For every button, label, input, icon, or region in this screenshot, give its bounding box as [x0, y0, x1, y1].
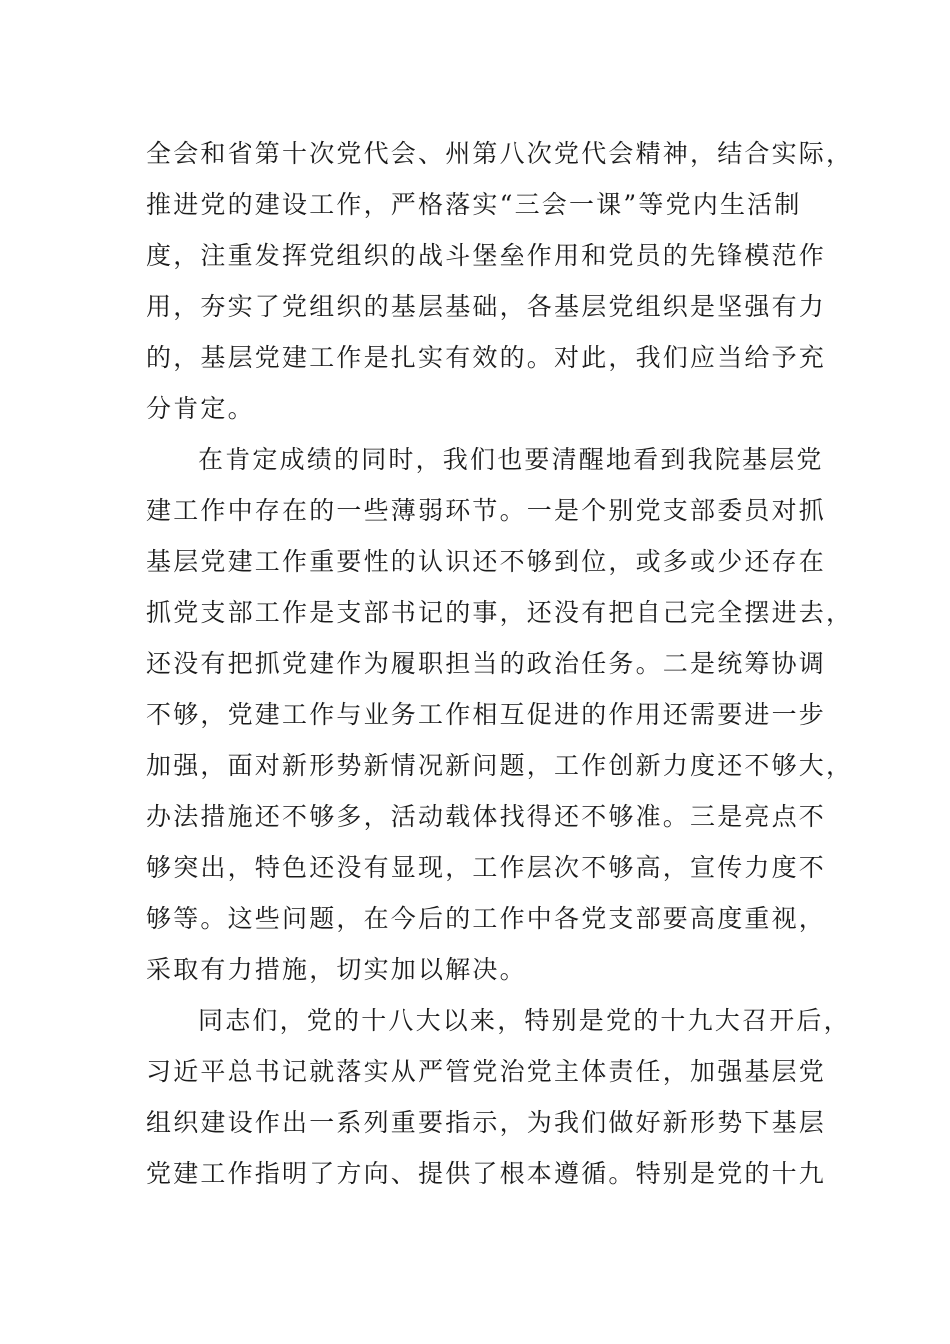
paragraph-2-line-8: 办法措施还不够多，活动载体找得还不够准。三是亮点不: [146, 802, 827, 831]
paragraph-2-line-1: 在肯定成绩的同时，我们也要清醒地看到我院基层党: [198, 445, 824, 474]
paragraph-2-line-5: 还没有把抓党建作为履职担当的政治任务。二是统筹协调: [146, 649, 827, 678]
paragraph-1-line-5: 的，基层党建工作是扎实有效的。对此，我们应当给予充: [146, 343, 827, 372]
paragraph-2-line-6: 不够，党建工作与业务工作相互促进的作用还需要进一步: [146, 700, 827, 729]
paragraph-2-line-11: 采取有力措施，切实加以解决。: [146, 955, 527, 984]
paragraph-3-line-2: 习近平总书记就落实从严管党治党主体责任，加强基层党: [146, 1057, 827, 1086]
paragraph-3-line-1: 同志们，党的十八大以来，特别是党的十九大召开后，: [198, 1006, 851, 1035]
paragraph-1-line-4: 用，夯实了党组织的基层基础，各基层党组织是坚强有力: [146, 292, 827, 321]
paragraph-2-line-7: 加强，面对新形势新情况新问题，工作创新力度还不够大，: [146, 751, 854, 780]
paragraph-1-line-2: 推进党的建设工作，严格落实“三会一课”等党内生活制: [146, 190, 802, 219]
paragraph-2-line-10: 够等。这些问题，在今后的工作中各党支部要高度重视，: [146, 904, 827, 933]
paragraph-3-line-4: 党建工作指明了方向、提供了根本遵循。特别是党的十九: [146, 1159, 827, 1188]
paragraph-2-line-4: 抓党支部工作是支部书记的事，还没有把自己完全摆进去，: [146, 598, 854, 627]
paragraph-2-line-9: 够突出，特色还没有显现，工作层次不够高，宣传力度不: [146, 853, 827, 882]
paragraph-1-line-1: 全会和省第十次党代会、州第八次党代会精神，结合实际，: [146, 139, 854, 168]
paragraph-3-line-3: 组织建设作出一系列重要指示，为我们做好新形势下基层: [146, 1108, 827, 1137]
paragraph-1-line-3: 度，注重发挥党组织的战斗堡垒作用和党员的先锋模范作: [146, 241, 827, 270]
paragraph-2-line-3: 基层党建工作重要性的认识还不够到位，或多或少还存在: [146, 547, 827, 576]
paragraph-2-line-2: 建工作中存在的一些薄弱环节。一是个别党支部委员对抓: [146, 496, 827, 525]
paragraph-1-line-6: 分肯定。: [146, 394, 255, 423]
